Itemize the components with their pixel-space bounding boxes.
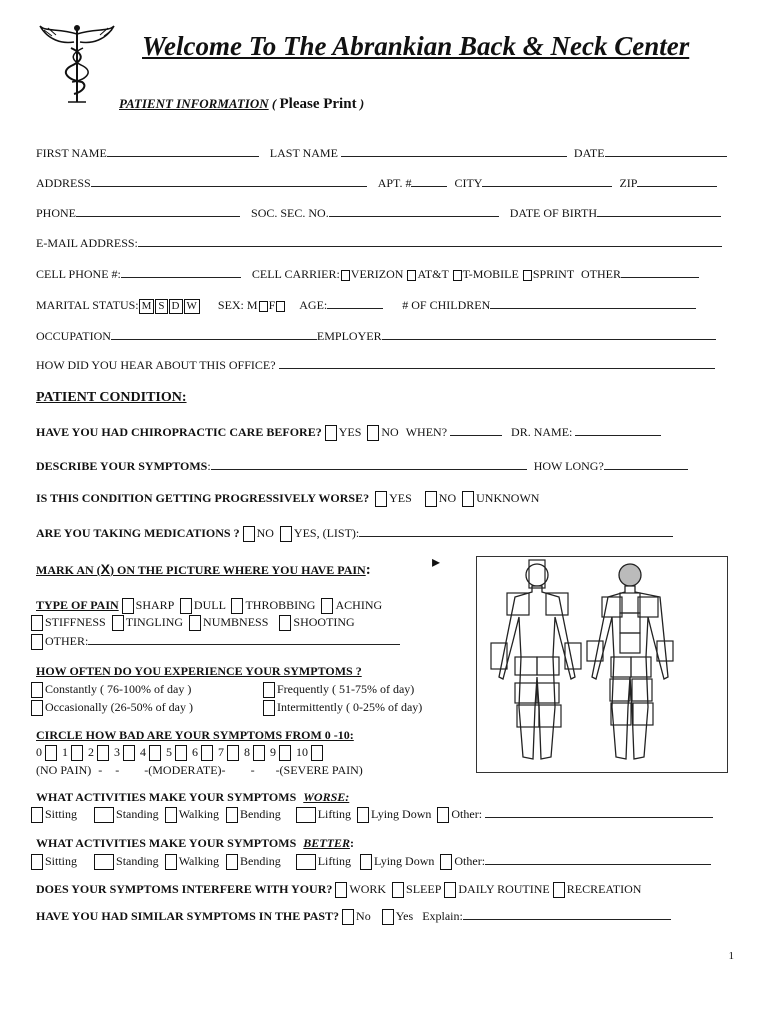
page-number: 1 (728, 950, 734, 962)
hear-about-row (36, 357, 715, 372)
checkbox-worse-sitting[interactable] (31, 807, 43, 823)
worse-row (36, 491, 539, 507)
describe-colon: : (207, 459, 211, 473)
marital-status-label: MARITAL STATUS: (36, 298, 139, 312)
interfere-recreation-label: RECREATION (566, 882, 642, 896)
checkbox-stiffness[interactable] (31, 615, 43, 631)
similar-label: HAVE YOU HAD SIMILAR SYMPTOMS IN THE PAST? (36, 909, 340, 923)
worse-activities-label: WHAT ACTIVITIES MAKE YOUR SYMPTOMS (36, 790, 297, 804)
meds-question: ARE YOU TAKING MEDICATIONS ? (36, 526, 240, 540)
scale-9[interactable]: 9 (270, 745, 276, 759)
scale-1[interactable]: 1 (62, 745, 68, 759)
checkbox-better-standing[interactable] (94, 854, 114, 870)
checkbox-chiro-no[interactable] (367, 425, 379, 441)
frequency-occasionally (28, 700, 193, 716)
constantly-label: Constantly ( 76-100% of day ) (45, 682, 192, 696)
interfere-sleep-label: SLEEP (406, 882, 442, 896)
address-row (36, 175, 717, 190)
better-colon: : (349, 836, 354, 850)
pain-type-row-1 (36, 598, 382, 614)
better-walking-label: Walking (178, 854, 220, 868)
when-label: WHEN? (405, 425, 448, 439)
checkbox-worse-unknown[interactable] (462, 491, 474, 507)
chiro-row (36, 424, 661, 441)
describe-label: DESCRIBE YOUR SYMPTOMS (36, 459, 208, 473)
first-name-field[interactable] (107, 145, 259, 157)
checkbox-tmobile[interactable] (453, 270, 462, 281)
similar-row (36, 908, 671, 925)
checkbox-intermittently[interactable] (263, 700, 275, 716)
worse-other-label: Other: (451, 807, 483, 821)
pain-other-label: OTHER: (45, 634, 89, 648)
checkbox-tingling[interactable] (112, 615, 124, 631)
body-diagram-drawing (477, 557, 727, 772)
better-bending-label: Bending (240, 854, 281, 868)
checkbox-meds-yes[interactable] (280, 526, 292, 542)
checkbox-constantly[interactable] (31, 682, 43, 698)
checkbox-similar-yes[interactable] (382, 909, 394, 925)
frequently-label: Frequently ( 51-75% of day) (277, 682, 415, 696)
worse-walking-label: Walking (178, 807, 220, 821)
describe-field[interactable] (211, 458, 527, 470)
scale-box-0[interactable] (45, 745, 57, 761)
frequency-constantly (28, 682, 191, 698)
carrier-other-field[interactable] (621, 266, 699, 278)
when-field[interactable] (450, 424, 502, 436)
scale-box-9[interactable] (279, 745, 291, 761)
pain-numbness-label: NUMBNESS (203, 615, 269, 629)
scale-10[interactable]: 10 (296, 745, 308, 759)
worse-other-field[interactable] (485, 806, 713, 818)
checkbox-occasionally[interactable] (31, 700, 43, 716)
patient-condition-heading: PATIENT CONDITION: (36, 390, 187, 405)
explain-field[interactable] (463, 908, 671, 920)
city-label: CITY (454, 176, 483, 190)
email-field[interactable] (138, 235, 722, 247)
sex-label: SEX: (217, 298, 244, 312)
first-name-label: FIRST NAME (36, 146, 107, 160)
better-activities-heading (36, 836, 354, 850)
better-sitting-label: Sitting (45, 854, 78, 868)
checkbox-chiro-yes[interactable] (325, 425, 337, 441)
carrier-sprint-label: SPRINT (532, 267, 574, 281)
similar-no-label: No (356, 909, 371, 923)
dr-name-label: DR. NAME: (511, 425, 573, 439)
pain-sharp-label: SHARP (135, 598, 174, 612)
better-other-label: Other: (454, 854, 486, 868)
scale-7[interactable]: 7 (218, 745, 224, 759)
scale-8[interactable]: 8 (244, 745, 250, 759)
scale-box-8[interactable] (253, 745, 265, 761)
scale-box-2[interactable] (97, 745, 109, 761)
worse-word: WORSE: (303, 790, 350, 804)
scale-numbers (36, 745, 325, 761)
city-field[interactable] (482, 175, 612, 187)
pain-aching-label: ACHING (335, 598, 383, 612)
cell-phone-label: CELL PHONE #: (36, 267, 121, 281)
checkbox-sprint[interactable] (523, 270, 532, 281)
checkbox-throbbing[interactable] (231, 598, 243, 614)
checkbox-better-lying-down[interactable] (360, 854, 372, 870)
employer-field[interactable] (382, 328, 716, 340)
interfere-row (36, 882, 641, 898)
marital-m-box[interactable]: M (139, 299, 155, 314)
occupation-field[interactable] (111, 328, 317, 340)
scale-legend (36, 763, 363, 777)
worse-lying-down-label: Lying Down (371, 807, 432, 821)
pain-stiffness-label: STIFFNESS (45, 615, 106, 629)
date-field[interactable] (605, 145, 727, 157)
explain-label: Explain: (422, 909, 463, 923)
hear-about-field[interactable] (279, 357, 715, 369)
interfere-label: DOES YOUR SYMPTOMS INTERFERE WITH YOUR? (36, 882, 333, 896)
age-label: AGE: (299, 298, 328, 312)
phone-row (36, 205, 721, 220)
checkbox-worse-lying-down[interactable] (357, 807, 369, 823)
scale-5[interactable]: 5 (166, 745, 172, 759)
worse-activities-row (28, 806, 713, 823)
scale-box-1[interactable] (71, 745, 83, 761)
pain-other-row (28, 633, 400, 650)
scale-dash-3: - (250, 763, 255, 777)
address-field[interactable] (91, 175, 367, 187)
occupation-row (36, 328, 716, 343)
pain-type-row-2 (28, 615, 355, 631)
zip-field[interactable] (637, 175, 717, 187)
apt-field[interactable] (411, 175, 447, 187)
better-standing-label: Standing (116, 854, 159, 868)
checkbox-work[interactable] (335, 882, 347, 898)
scale-3[interactable]: 3 (114, 745, 120, 759)
occasionally-label: Occasionally (26-50% of day ) (45, 700, 193, 714)
better-other-field[interactable] (485, 853, 711, 865)
checkbox-sex-m[interactable] (259, 301, 268, 312)
checkbox-pain-other[interactable] (31, 634, 43, 650)
clinic-logo (38, 22, 116, 106)
meds-no-label: NO (256, 526, 274, 540)
please-print-label: Please Print (279, 96, 357, 112)
scale-box-3[interactable] (123, 745, 135, 761)
checkbox-sharp[interactable] (122, 598, 134, 614)
ssn-label: SOC. SEC. NO. (251, 206, 329, 220)
scale-label: CIRCLE HOW BAD ARE YOUR SYMPTOMS FROM 0 -10: (36, 728, 354, 742)
section-subtitle (119, 96, 364, 112)
checkbox-worse-bending[interactable] (226, 807, 238, 823)
sex-m-label: M (246, 298, 258, 312)
checkbox-better-bending[interactable] (226, 854, 238, 870)
meds-row (36, 525, 673, 542)
dr-name-field[interactable] (575, 424, 661, 436)
pain-dull-label: DULL (193, 598, 226, 612)
checkbox-sleep[interactable] (392, 882, 404, 898)
sex-f-label: F (268, 298, 276, 312)
scale-4[interactable]: 4 (140, 745, 146, 759)
worse-lifting-label: Lifting (317, 807, 352, 821)
last-name-label: LAST NAME (269, 146, 338, 160)
better-word: BETTER (303, 836, 350, 850)
last-name-field[interactable] (341, 145, 567, 157)
email-label: E-MAIL ADDRESS: (36, 236, 138, 250)
checkbox-numbness[interactable] (189, 615, 201, 631)
checkbox-meds-no[interactable] (243, 526, 255, 542)
how-long-field[interactable] (604, 458, 688, 470)
scale-box-7[interactable] (227, 745, 239, 761)
frequency-frequently (260, 682, 414, 698)
mark-prefix: MARK AN ( (36, 563, 101, 577)
phone-label: PHONE (36, 206, 77, 220)
carrier-other-label: OTHER (580, 267, 621, 281)
worse-bending-label: Bending (240, 807, 281, 821)
carrier-att-label: AT&T (417, 267, 449, 281)
email-row (36, 235, 722, 250)
dob-field[interactable] (597, 205, 721, 217)
meds-list-field[interactable] (359, 525, 673, 537)
employer-label: EMPLOYER (316, 329, 382, 343)
checkbox-worse-walking[interactable] (165, 807, 177, 823)
marital-d-box[interactable]: D (169, 299, 183, 314)
worse-no-label: NO (438, 491, 457, 505)
checkbox-verizon[interactable] (341, 270, 350, 281)
chiro-question: HAVE YOU HAD CHIROPRACTIC CARE BEFORE? (36, 425, 322, 439)
checkbox-worse-other[interactable] (437, 807, 449, 823)
children-label: # OF CHILDREN (402, 298, 491, 312)
patient-information-label: PATIENT INFORMATION (119, 96, 269, 111)
interfere-daily-routine-label: DAILY ROUTINE (458, 882, 550, 896)
date-label: DATE (573, 146, 605, 160)
mark-colon: : (365, 562, 371, 578)
frequency-label: HOW OFTEN DO YOU EXPERIENCE YOUR SYMPTOMS ? (36, 664, 362, 678)
checkbox-worse-yes[interactable] (375, 491, 387, 507)
carrier-tmobile-label: T-MOBILE (462, 267, 519, 281)
checkbox-better-lifting[interactable] (296, 854, 316, 870)
scale-box-4[interactable] (149, 745, 161, 761)
worse-standing-label: Standing (116, 807, 159, 821)
pain-throbbing-label: THROBBING (245, 598, 316, 612)
phone-field[interactable] (76, 205, 240, 217)
mark-suffix: ) ON THE PICTURE WHERE YOU HAVE PAIN (110, 563, 366, 577)
better-lying-down-label: Lying Down (374, 854, 435, 868)
meds-yes-label: YES, (LIST): (293, 526, 360, 540)
mark-pain-row (36, 562, 371, 577)
checkbox-frequently[interactable] (263, 682, 275, 698)
dob-label: DATE OF BIRTH (509, 206, 597, 220)
carrier-verizon-label: VERIZON (350, 267, 404, 281)
checkbox-similar-no[interactable] (342, 909, 354, 925)
checkbox-recreation[interactable] (553, 882, 565, 898)
checkbox-worse-standing[interactable] (94, 807, 114, 823)
describe-row (36, 458, 688, 473)
better-lifting-label: Lifting (317, 854, 352, 868)
checkbox-worse-lifting[interactable] (296, 807, 316, 823)
scale-6[interactable]: 6 (192, 745, 198, 759)
chiro-yes-label: YES (338, 425, 362, 439)
worse-activities-heading (36, 790, 349, 804)
mark-x: X (100, 561, 111, 577)
scale-2[interactable]: 2 (88, 745, 94, 759)
interfere-work-label: WORK (349, 882, 387, 896)
checkbox-shooting[interactable] (279, 615, 291, 631)
marital-row (36, 297, 696, 314)
worse-yes-label: YES (389, 491, 412, 505)
worse-sitting-label: Sitting (45, 807, 78, 821)
pain-type-label: TYPE OF PAIN (36, 598, 119, 612)
scale-dash-2: - (115, 763, 120, 777)
no-pain-label: (NO PAIN) (36, 763, 92, 777)
similar-yes-label: Yes (395, 909, 414, 923)
severe-label: -(SEVERE PAIN) (275, 763, 363, 777)
worse-question: IS THIS CONDITION GETTING PROGRESSIVELY WORSE? (36, 491, 370, 505)
page-title: Welcome To The Abrankian Back & Neck Center (142, 31, 690, 61)
how-long-label: HOW LONG? (533, 459, 604, 473)
pain-shooting-label: SHOOTING (293, 615, 355, 629)
name-row (36, 145, 727, 160)
cell-row (36, 266, 699, 281)
cell-phone-field[interactable] (121, 266, 241, 278)
checkbox-dull[interactable] (180, 598, 192, 614)
checkbox-better-other[interactable] (440, 854, 452, 870)
age-field[interactable] (327, 297, 383, 309)
paren-close: ) (359, 96, 365, 111)
ssn-field[interactable] (329, 205, 499, 217)
checkbox-att[interactable] (407, 270, 416, 281)
checkbox-better-walking[interactable] (165, 854, 177, 870)
body-diagram[interactable] (476, 556, 728, 773)
apt-label: APT. # (377, 176, 412, 190)
moderate-label: -(MODERATE)- (144, 763, 226, 777)
marital-s-box[interactable]: S (155, 299, 167, 314)
zip-label: ZIP (619, 176, 638, 190)
checkbox-daily-routine[interactable] (444, 882, 456, 898)
chiro-no-label: NO (381, 425, 399, 439)
paren-open: ( (271, 96, 277, 111)
hear-about-label: HOW DID YOU HEAR ABOUT THIS OFFICE? (36, 358, 276, 372)
scale-dash-1: - (98, 763, 103, 777)
children-field[interactable] (490, 297, 696, 309)
occupation-label: OCCUPATION (36, 329, 111, 343)
checkbox-better-sitting[interactable] (31, 854, 43, 870)
better-activities-row (28, 853, 711, 870)
pain-other-field[interactable] (88, 633, 400, 645)
scale-0[interactable]: 0 (36, 745, 42, 759)
scale-box-6[interactable] (201, 745, 213, 761)
better-activities-label: WHAT ACTIVITIES MAKE YOUR SYMPTOMS (36, 836, 297, 850)
marital-w-box[interactable]: W (184, 299, 200, 314)
checkbox-aching[interactable] (321, 598, 333, 614)
worse-unknown-label: UNKNOWN (476, 491, 540, 505)
address-label: ADDRESS (36, 176, 91, 190)
scale-box-5[interactable] (175, 745, 187, 761)
frequency-intermittently (260, 700, 422, 716)
pain-tingling-label: TINGLING (125, 615, 184, 629)
checkbox-worse-no[interactable] (425, 491, 437, 507)
cell-carrier-label: CELL CARRIER: (251, 267, 340, 281)
intermittently-label: Intermittently ( 0-25% of day) (277, 700, 423, 714)
checkbox-sex-f[interactable] (276, 301, 285, 312)
scale-box-10[interactable] (311, 745, 323, 761)
pointer-arrow-icon: ▸ (432, 554, 441, 571)
